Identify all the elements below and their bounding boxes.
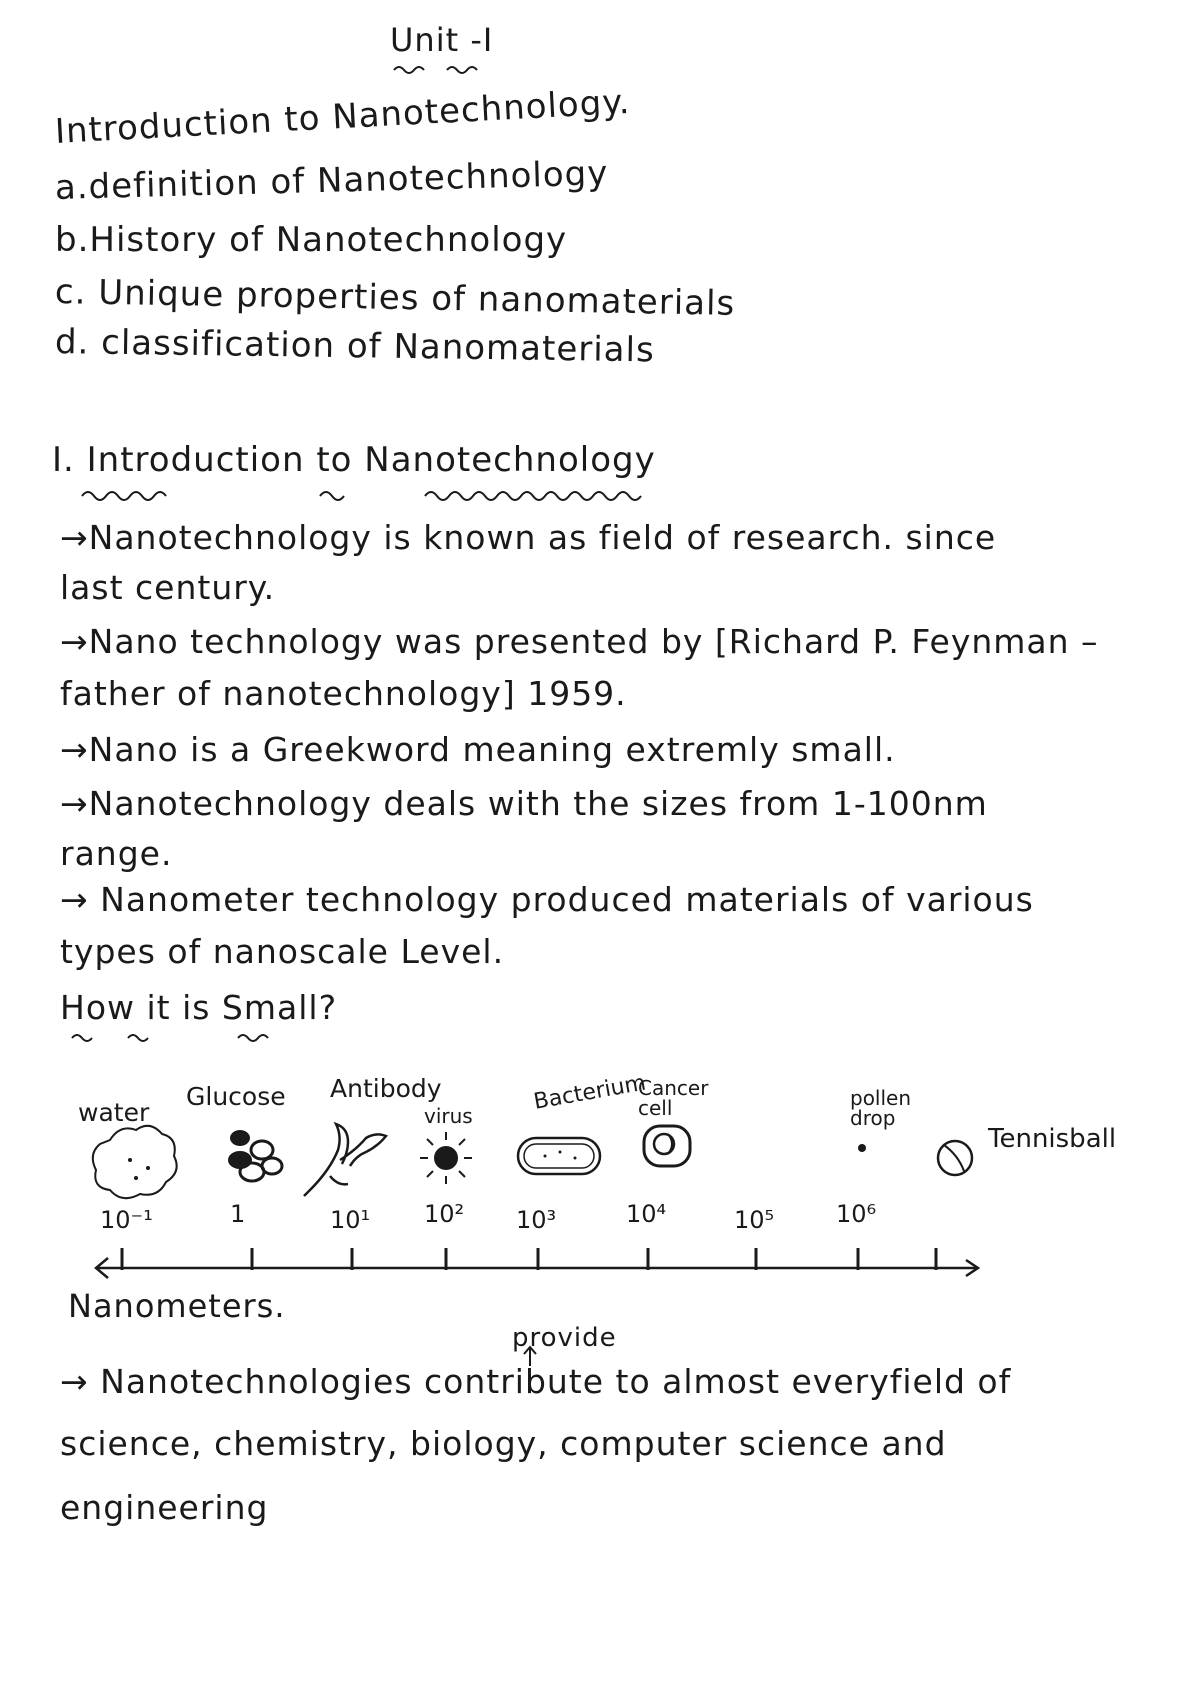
scale-tick-label: 10⁻¹ (100, 1206, 153, 1234)
antibody-sketch (304, 1124, 386, 1196)
point-1-line-1: →Nanotechnology is known as field of research. since (60, 518, 997, 557)
scale-tick-label: 1 (230, 1200, 246, 1228)
scale-tick-label: 10⁴ (626, 1200, 667, 1228)
point-1-line-2: last century. (60, 568, 276, 607)
scale-tick-label: 10⁶ (836, 1200, 877, 1228)
pollen-drop-dot (858, 1144, 866, 1152)
point-3: →Nano is a Greekword meaning extremly small. (60, 730, 896, 769)
scale-tick-label: 10³ (516, 1206, 557, 1234)
scale-label-water: water (78, 1098, 150, 1127)
point-5-line-1: → Nanometer technology produced materials of various (60, 880, 1034, 919)
toc-item-c: c. Unique properties of nanomaterials (54, 272, 736, 324)
scale-label-glucose: Glucose (186, 1082, 286, 1111)
closing-line-3: engineering (60, 1488, 269, 1527)
insert-note-provide: provide (512, 1323, 617, 1353)
water-molecule-sketch (93, 1126, 177, 1198)
point-4-line-2: range. (60, 834, 173, 873)
closing-line-1: → Nanotechnologies contribute to almost everyfield of (60, 1362, 1012, 1401)
glucose-sketch (228, 1130, 282, 1181)
point-4-line-1: →Nanotechnology deals with the sizes from 1-100nm (60, 784, 988, 823)
scale-label-antibody: Antibody (330, 1074, 442, 1103)
virus-sketch (420, 1132, 472, 1184)
toc-item-b: b.History of Nanotechnology (55, 220, 568, 260)
closing-line-2: science, chemistry, biology, computer science and (60, 1424, 947, 1463)
scale-label-bacterium: Bacterium (531, 1070, 648, 1115)
scale-label-pollen-drop: pollen drop (850, 1086, 912, 1130)
unit-title: Unit -I (390, 21, 494, 59)
scale-axis (96, 1248, 978, 1278)
point-2-line-1: →Nano technology was presented by [Richard P. Feynman – (60, 622, 1099, 661)
how-small-heading: How it is Small? (60, 988, 338, 1027)
toc-item-d: d. classification of Nanomaterials (54, 322, 655, 371)
toc-heading: Introduction to Nanotechnology. (53, 81, 632, 152)
tennisball-sketch (938, 1141, 972, 1175)
scale-tick-label: 10⁵ (734, 1206, 775, 1234)
scale-unit-label: Nanometers. (68, 1287, 286, 1325)
point-5-line-2: types of nanoscale Level. (60, 932, 505, 971)
scale-tick-label: 10¹ (330, 1206, 371, 1234)
section-heading: I. Introduction to Nanotechnology (52, 440, 656, 480)
cancer-cell-sketch (644, 1126, 690, 1166)
scale-label-virus: virus (424, 1104, 473, 1128)
point-2-line-2: father of nanotechnology] 1959. (60, 674, 627, 713)
scale-label-tennisball: Tennisball (988, 1124, 1117, 1154)
bacterium-sketch (518, 1138, 600, 1174)
toc-item-a: a.definition of Nanotechnology (54, 153, 609, 208)
scale-tick-label: 10² (424, 1200, 465, 1228)
scale-label-cancer-cell: Cancer cell (638, 1076, 709, 1120)
